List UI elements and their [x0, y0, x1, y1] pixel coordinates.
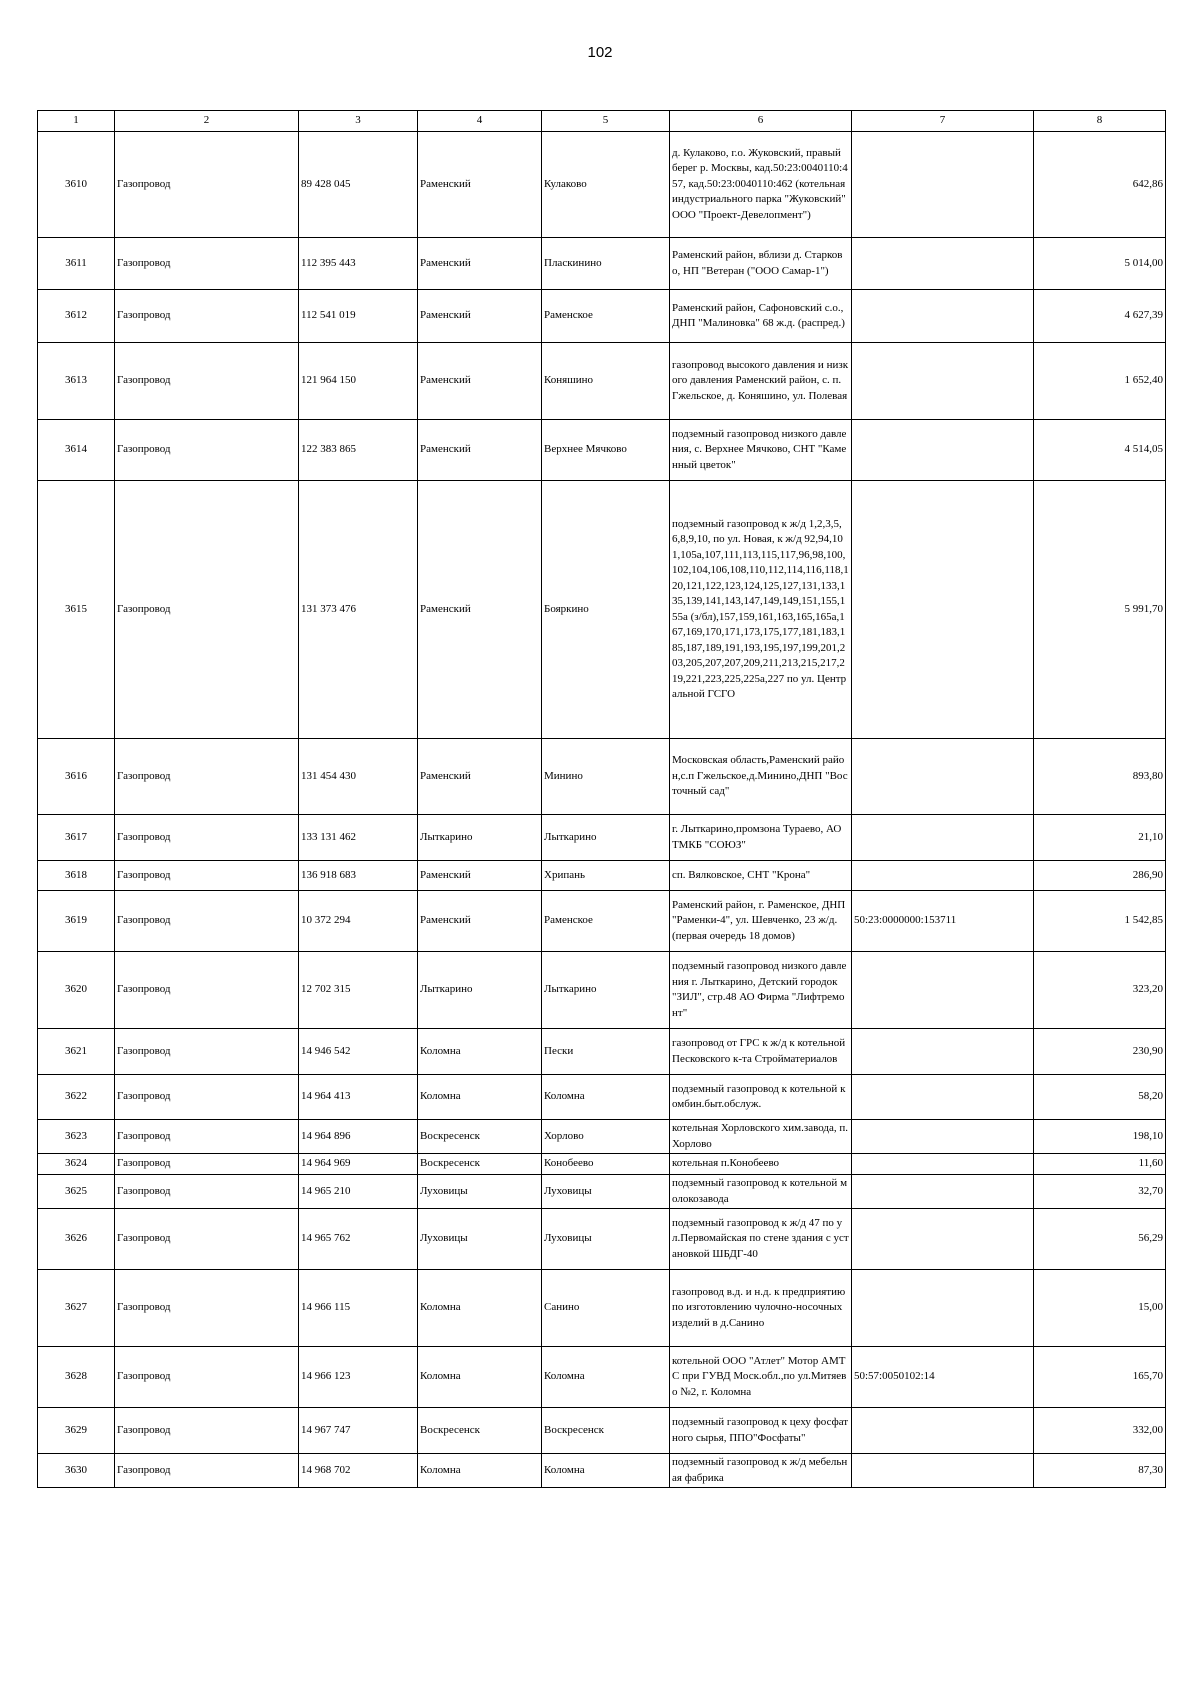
cell-row-number: 3629: [38, 1408, 115, 1454]
cell-inventory-number: 14 964 969: [299, 1154, 418, 1175]
cell-row-number: 3618: [38, 861, 115, 891]
cell-row-number: 3630: [38, 1454, 115, 1488]
cell-value: 87,30: [1034, 1454, 1166, 1488]
table-body: [38, 132, 1166, 1488]
cell-district: Коломна: [418, 1454, 542, 1488]
cell-address-description: подземный газопровод низкого давления, с. Верхнее Мячково, СНТ "Каменный цветок": [670, 420, 852, 481]
cell-cadastral-number: [852, 481, 1034, 739]
cell-district: Лыткарино: [418, 815, 542, 861]
cell-district: Раменский: [418, 290, 542, 343]
cell-inventory-number: 131 454 430: [299, 739, 418, 815]
cell-object-name: Газопровод: [115, 132, 299, 238]
column-header-6: 6: [670, 111, 852, 132]
table-row: [38, 815, 1166, 861]
cell-district: Раменский: [418, 891, 542, 952]
cell-row-number: 3626: [38, 1209, 115, 1270]
cell-locality: Коняшино: [542, 343, 670, 420]
cell-value: 58,20: [1034, 1075, 1166, 1120]
column-header-2: 2: [115, 111, 299, 132]
cell-cadastral-number: [852, 1408, 1034, 1454]
cell-address-description: Раменский район, Сафоновский с.о., ДНП "Малиновка" 68 ж.д. (распред.): [670, 290, 852, 343]
cell-object-name: Газопровод: [115, 1270, 299, 1347]
cell-locality: Коломна: [542, 1347, 670, 1408]
cell-address-description: подземный газопровод к котельной комбин.быт.обслуж.: [670, 1075, 852, 1120]
cell-value: 11,60: [1034, 1154, 1166, 1175]
cell-object-name: Газопровод: [115, 861, 299, 891]
cell-inventory-number: 14 967 747: [299, 1408, 418, 1454]
cell-address-description: Московская область,Раменский район,с.п Гжельское,д.Минино,ДНП "Восточный сад": [670, 739, 852, 815]
cell-value: 21,10: [1034, 815, 1166, 861]
cell-row-number: 3621: [38, 1029, 115, 1075]
table-row: [38, 1270, 1166, 1347]
cell-row-number: 3612: [38, 290, 115, 343]
cell-inventory-number: 89 428 045: [299, 132, 418, 238]
cell-row-number: 3625: [38, 1175, 115, 1209]
cell-object-name: Газопровод: [115, 1454, 299, 1488]
table-row: [38, 1175, 1166, 1209]
cell-inventory-number: 14 964 896: [299, 1120, 418, 1154]
cell-district: Раменский: [418, 238, 542, 290]
cell-row-number: 3620: [38, 952, 115, 1029]
cell-cadastral-number: [852, 952, 1034, 1029]
cell-address-description: подземный газопровод к котельной молокозавода: [670, 1175, 852, 1209]
table-row: [38, 1408, 1166, 1454]
cell-locality: Раменское: [542, 290, 670, 343]
cell-value: 642,86: [1034, 132, 1166, 238]
table-row: [38, 1154, 1166, 1175]
table-row: [38, 1454, 1166, 1488]
cell-district: Коломна: [418, 1029, 542, 1075]
table-row: [38, 739, 1166, 815]
cell-value: 5 991,70: [1034, 481, 1166, 739]
cell-inventory-number: 136 918 683: [299, 861, 418, 891]
cell-inventory-number: 14 965 210: [299, 1175, 418, 1209]
cell-value: 5 014,00: [1034, 238, 1166, 290]
cell-object-name: Газопровод: [115, 1209, 299, 1270]
cell-locality: Верхнее Мячково: [542, 420, 670, 481]
cell-locality: Пласкинино: [542, 238, 670, 290]
table-row: [38, 238, 1166, 290]
cell-cadastral-number: [852, 815, 1034, 861]
cell-district: Раменский: [418, 343, 542, 420]
cell-locality: Лыткарино: [542, 815, 670, 861]
table-row: [38, 343, 1166, 420]
cell-inventory-number: 112 541 019: [299, 290, 418, 343]
cell-cadastral-number: [852, 1454, 1034, 1488]
cell-row-number: 3611: [38, 238, 115, 290]
cell-value: 4 627,39: [1034, 290, 1166, 343]
cell-inventory-number: 133 131 462: [299, 815, 418, 861]
cell-district: Коломна: [418, 1270, 542, 1347]
cell-value: 286,90: [1034, 861, 1166, 891]
cell-address-description: газопровод в.д. и н.д. к предприятию по изготовлению чулочно-носочных изделий в д.Санино: [670, 1270, 852, 1347]
table-row: [38, 952, 1166, 1029]
cell-inventory-number: 14 964 413: [299, 1075, 418, 1120]
page-number: 102: [587, 44, 613, 61]
table-row: [38, 1120, 1166, 1154]
cell-cadastral-number: [852, 1154, 1034, 1175]
header-row: [38, 111, 1166, 132]
cell-locality: Конобеево: [542, 1154, 670, 1175]
cell-value: 4 514,05: [1034, 420, 1166, 481]
column-header-7: 7: [852, 111, 1034, 132]
cell-address-description: подземный газопровод к цеху фосфатного сырья, ППО"Фосфаты": [670, 1408, 852, 1454]
cell-value: 893,80: [1034, 739, 1166, 815]
cell-inventory-number: 14 966 115: [299, 1270, 418, 1347]
table-row: [38, 1029, 1166, 1075]
table-row: [38, 290, 1166, 343]
cell-district: Раменский: [418, 861, 542, 891]
cell-cadastral-number: [852, 420, 1034, 481]
cell-object-name: Газопровод: [115, 739, 299, 815]
cell-inventory-number: 14 968 702: [299, 1454, 418, 1488]
table-row: [38, 1347, 1166, 1408]
cell-locality: Луховицы: [542, 1209, 670, 1270]
cell-row-number: 3628: [38, 1347, 115, 1408]
cell-value: 56,29: [1034, 1209, 1166, 1270]
cell-inventory-number: 121 964 150: [299, 343, 418, 420]
cell-cadastral-number: [852, 739, 1034, 815]
cell-object-name: Газопровод: [115, 1408, 299, 1454]
cell-locality: Луховицы: [542, 1175, 670, 1209]
cell-object-name: Газопровод: [115, 891, 299, 952]
cell-locality: Хорлово: [542, 1120, 670, 1154]
cell-object-name: Газопровод: [115, 420, 299, 481]
cell-district: Воскресенск: [418, 1154, 542, 1175]
cell-address-description: подземный газопровод к ж/д 1,2,3,5,6,8,9,10, по ул. Новая, к ж/д 92,94,101,105а,107,111,113,115,117,96,98,100,102,104,106,108,110,112,114,116,118,120,121,122,123,124,125,127,131,133,135,139,141,143,147,149,149,151,155,155а (з/бл),157,159,161,163,165,165а,167,169,170,171,173,175,177,181,183,185,187,189,191,193,195,197,199,201,203,205,207,207,209,211,213,215,217,219,221,223,225,225а,227 по ул. Центральной ГСГО: [670, 481, 852, 739]
cell-cadastral-number: [852, 290, 1034, 343]
cell-object-name: Газопровод: [115, 1120, 299, 1154]
cell-district: Раменский: [418, 420, 542, 481]
cell-address-description: газопровод высокого давления и низкого давления Раменский район, с. п. Гжельское, д. Коняшино, ул. Полевая: [670, 343, 852, 420]
cell-address-description: Раменский район, вблизи д. Старково, НП "Ветеран ("ООО Самар-1"): [670, 238, 852, 290]
cell-object-name: Газопровод: [115, 1154, 299, 1175]
cell-cadastral-number: [852, 861, 1034, 891]
cell-row-number: 3614: [38, 420, 115, 481]
cell-inventory-number: 10 372 294: [299, 891, 418, 952]
cell-cadastral-number: [852, 132, 1034, 238]
cell-locality: Коломна: [542, 1075, 670, 1120]
cell-inventory-number: 112 395 443: [299, 238, 418, 290]
cell-inventory-number: 14 966 123: [299, 1347, 418, 1408]
cell-district: Коломна: [418, 1347, 542, 1408]
cell-cadastral-number: 50:57:0050102:14: [852, 1347, 1034, 1408]
cell-object-name: Газопровод: [115, 1347, 299, 1408]
cell-row-number: 3617: [38, 815, 115, 861]
cell-object-name: Газопровод: [115, 1029, 299, 1075]
table-row: [38, 481, 1166, 739]
cell-object-name: Газопровод: [115, 815, 299, 861]
cell-locality: Воскресенск: [542, 1408, 670, 1454]
cell-object-name: Газопровод: [115, 238, 299, 290]
table-row: [38, 1209, 1166, 1270]
cell-cadastral-number: [852, 1270, 1034, 1347]
cell-row-number: 3615: [38, 481, 115, 739]
cell-cadastral-number: [852, 343, 1034, 420]
cell-inventory-number: 14 946 542: [299, 1029, 418, 1075]
column-header-4: 4: [418, 111, 542, 132]
cell-inventory-number: 122 383 865: [299, 420, 418, 481]
cell-object-name: Газопровод: [115, 290, 299, 343]
cell-object-name: Газопровод: [115, 481, 299, 739]
column-header-3: 3: [299, 111, 418, 132]
cell-address-description: подземный газопровод к ж/д 47 по ул.Первомайская по стене здания с установкой ШБДГ-40: [670, 1209, 852, 1270]
cell-value: 32,70: [1034, 1175, 1166, 1209]
cell-address-description: г. Лыткарино,промзона Тураево, АО ТМКБ "СОЮЗ": [670, 815, 852, 861]
cell-inventory-number: 12 702 315: [299, 952, 418, 1029]
cell-object-name: Газопровод: [115, 1175, 299, 1209]
cell-object-name: Газопровод: [115, 343, 299, 420]
cell-value: 15,00: [1034, 1270, 1166, 1347]
column-header-8: 8: [1034, 111, 1166, 132]
cell-district: Луховицы: [418, 1175, 542, 1209]
cell-row-number: 3616: [38, 739, 115, 815]
cell-row-number: 3624: [38, 1154, 115, 1175]
column-header-5: 5: [542, 111, 670, 132]
cell-inventory-number: 14 965 762: [299, 1209, 418, 1270]
cell-value: 198,10: [1034, 1120, 1166, 1154]
cell-locality: Раменское: [542, 891, 670, 952]
cell-cadastral-number: [852, 1175, 1034, 1209]
table-row: [38, 861, 1166, 891]
cell-locality: Лыткарино: [542, 952, 670, 1029]
cell-row-number: 3619: [38, 891, 115, 952]
cell-address-description: котельная Хорловского хим.завода, п.Хорлово: [670, 1120, 852, 1154]
cell-district: Воскресенск: [418, 1408, 542, 1454]
cell-locality: Кулаково: [542, 132, 670, 238]
table-row: [38, 1075, 1166, 1120]
cell-address-description: котельная п.Конобеево: [670, 1154, 852, 1175]
cell-locality: Коломна: [542, 1454, 670, 1488]
cell-district: Лыткарино: [418, 952, 542, 1029]
cell-cadastral-number: [852, 1029, 1034, 1075]
cell-locality: Санино: [542, 1270, 670, 1347]
table-row: [38, 420, 1166, 481]
cell-district: Раменский: [418, 481, 542, 739]
cell-row-number: 3610: [38, 132, 115, 238]
cell-address-description: подземный газопровод низкого давления г. Лыткарино, Детский городок "ЗИЛ", стр.48 АО Фирма "Лифтремонт": [670, 952, 852, 1029]
cell-cadastral-number: [852, 238, 1034, 290]
cell-value: 1 652,40: [1034, 343, 1166, 420]
cell-cadastral-number: [852, 1120, 1034, 1154]
cell-district: Луховицы: [418, 1209, 542, 1270]
column-header-1: 1: [38, 111, 115, 132]
cell-row-number: 3622: [38, 1075, 115, 1120]
cell-address-description: Раменский район, г. Раменское, ДНП "Раменки-4", ул. Шевченко, 23 ж/д. (первая очередь 18 домов): [670, 891, 852, 952]
cell-locality: Бояркино: [542, 481, 670, 739]
cell-object-name: Газопровод: [115, 1075, 299, 1120]
cell-value: 332,00: [1034, 1408, 1166, 1454]
cell-address-description: сп. Вялковское, СНТ "Крона": [670, 861, 852, 891]
cell-inventory-number: 131 373 476: [299, 481, 418, 739]
cell-district: Раменский: [418, 739, 542, 815]
cell-locality: Минино: [542, 739, 670, 815]
cell-address-description: д. Кулаково, г.о. Жуковский, правый берег р. Москвы, кад.50:23:0040110:457, кад.50:23:0040110:462 (котельная индустриального парка "Жуковский" ООО "Проект-Девелопмент"): [670, 132, 852, 238]
cell-object-name: Газопровод: [115, 952, 299, 1029]
cell-cadastral-number: 50:23:0000000:153711: [852, 891, 1034, 952]
cell-row-number: 3613: [38, 343, 115, 420]
cell-value: 230,90: [1034, 1029, 1166, 1075]
cell-locality: Хрипань: [542, 861, 670, 891]
cell-district: Коломна: [418, 1075, 542, 1120]
table-row: [38, 132, 1166, 238]
cell-value: 165,70: [1034, 1347, 1166, 1408]
cell-address-description: газопровод от ГРС к ж/д к котельной Песковского к-та Стройматериалов: [670, 1029, 852, 1075]
cell-locality: Пески: [542, 1029, 670, 1075]
cell-value: 323,20: [1034, 952, 1166, 1029]
table-row: [38, 891, 1166, 952]
cell-row-number: 3627: [38, 1270, 115, 1347]
cell-row-number: 3623: [38, 1120, 115, 1154]
cell-address-description: котельной ООО "Атлет" Мотор АМТС при ГУВД Моск.обл.,по ул.Митяево №2, г. Коломна: [670, 1347, 852, 1408]
cell-district: Воскресенск: [418, 1120, 542, 1154]
registry-table: [37, 110, 1166, 1488]
cell-district: Раменский: [418, 132, 542, 238]
cell-address-description: подземный газопровод к ж/д мебельная фабрика: [670, 1454, 852, 1488]
cell-cadastral-number: [852, 1075, 1034, 1120]
cell-cadastral-number: [852, 1209, 1034, 1270]
cell-value: 1 542,85: [1034, 891, 1166, 952]
